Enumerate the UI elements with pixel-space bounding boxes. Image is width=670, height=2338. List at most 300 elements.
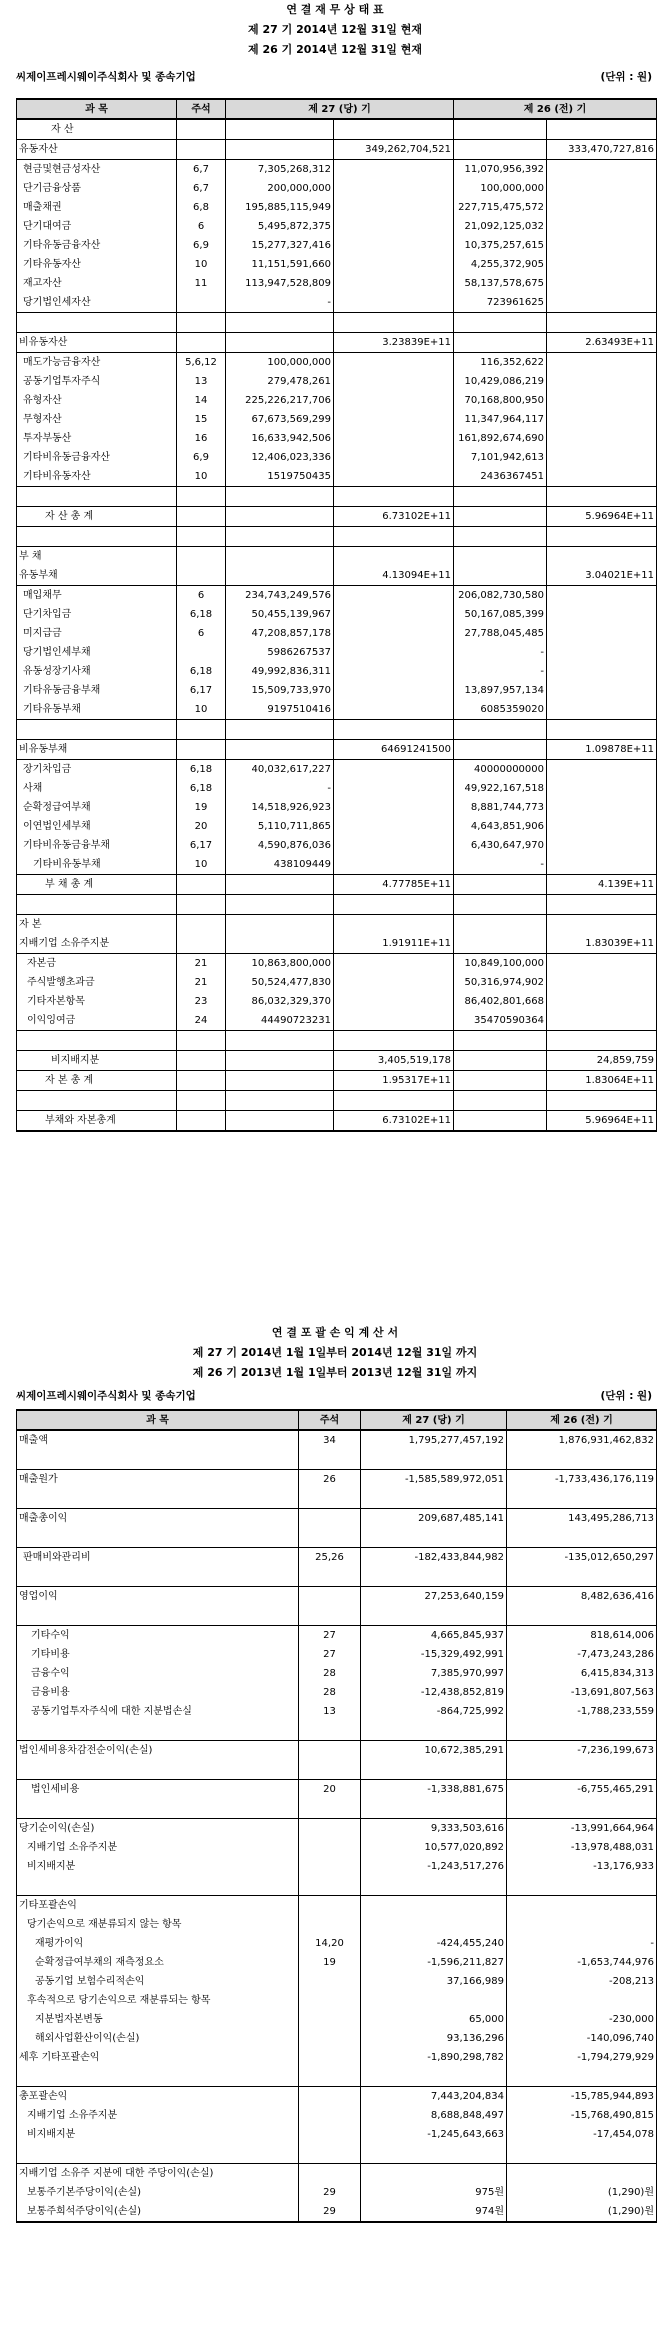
current-detail-amount xyxy=(226,507,334,527)
current-amount xyxy=(361,1991,507,2010)
note-ref: 10 xyxy=(177,467,226,487)
prior-total-amount xyxy=(547,179,657,198)
prior-detail-amount: 35470590364 xyxy=(454,1011,547,1031)
table-row xyxy=(17,1702,657,1721)
note-ref xyxy=(299,1799,361,1819)
current-detail-amount xyxy=(226,547,334,567)
table-row xyxy=(17,2202,657,2222)
note-ref: 13 xyxy=(299,1702,361,1721)
current-detail-amount: 438109449 xyxy=(226,855,334,875)
table-row xyxy=(17,1430,657,1450)
prior-detail-amount: 723961625 xyxy=(454,293,547,313)
current-detail-amount xyxy=(226,720,334,740)
current-detail-amount: 11,151,591,660 xyxy=(226,255,334,274)
current-amount: 93,136,296 xyxy=(361,2029,507,2048)
current-total-amount xyxy=(334,681,454,700)
note-ref xyxy=(299,1991,361,2010)
current-total-amount xyxy=(334,217,454,236)
table-row xyxy=(17,1876,657,1896)
account-name: 매입채무 xyxy=(17,586,177,606)
table-row xyxy=(17,1587,657,1607)
table-row xyxy=(17,1091,657,1111)
prior-detail-amount: 27,788,045,485 xyxy=(454,624,547,643)
prior-detail-amount: 161,892,674,690 xyxy=(454,429,547,448)
current-amount: -12,438,852,819 xyxy=(361,1683,507,1702)
current-amount: -1,585,589,972,051 xyxy=(361,1470,507,1490)
note-ref: 23 xyxy=(177,992,226,1011)
prior-amount: -1,794,279,929 xyxy=(507,2048,657,2067)
note-ref xyxy=(177,313,226,333)
account-name: 이연법인세부채 xyxy=(17,817,177,836)
current-detail-amount xyxy=(226,740,334,760)
note-ref xyxy=(177,487,226,507)
table-row xyxy=(17,333,657,353)
table-row xyxy=(17,1606,657,1626)
prior-amount: -208,213 xyxy=(507,1972,657,1991)
note-ref xyxy=(177,333,226,353)
table-row xyxy=(17,448,657,467)
current-amount: -1,245,643,663 xyxy=(361,2125,507,2144)
current-total-amount xyxy=(334,448,454,467)
current-detail-amount xyxy=(226,140,334,160)
note-ref: 5,6,12 xyxy=(177,353,226,373)
note-ref xyxy=(299,2125,361,2144)
current-total-amount xyxy=(334,179,454,198)
note-ref: 13 xyxy=(177,372,226,391)
prior-total-amount xyxy=(547,720,657,740)
note-ref: 21 xyxy=(177,973,226,992)
current-amount: 27,253,640,159 xyxy=(361,1587,507,1607)
prior-total-amount xyxy=(547,467,657,487)
prior-total-amount xyxy=(547,798,657,817)
account-name: 순확정급여부채의 재측정요소 xyxy=(17,1953,299,1972)
prior-detail-amount: 116,352,622 xyxy=(454,353,547,373)
header-prior-period: 제 26 (전) 기 xyxy=(507,1410,657,1430)
account-name: 당기손익으로 재분류되지 않는 항목 xyxy=(17,1915,299,1934)
table-row xyxy=(17,217,657,236)
note-ref: 28 xyxy=(299,1664,361,1683)
current-total-amount: 6.73102E+11 xyxy=(334,507,454,527)
prior-amount: -17,454,078 xyxy=(507,2125,657,2144)
current-detail-amount: - xyxy=(226,779,334,798)
current-detail-amount: - xyxy=(226,293,334,313)
table-row xyxy=(17,467,657,487)
table-row xyxy=(17,2144,657,2164)
current-total-amount xyxy=(334,527,454,547)
current-amount xyxy=(361,1489,507,1509)
prior-total-amount: 1.83039E+11 xyxy=(547,934,657,954)
table-row xyxy=(17,2029,657,2048)
prior-detail-amount: 40000000000 xyxy=(454,760,547,780)
current-total-amount xyxy=(334,410,454,429)
prior-detail-amount xyxy=(454,1111,547,1132)
prior-detail-amount xyxy=(454,1091,547,1111)
note-ref: 6,18 xyxy=(177,779,226,798)
table-row xyxy=(17,1741,657,1761)
account-name: 이익잉여금 xyxy=(17,1011,177,1031)
prior-detail-amount xyxy=(454,740,547,760)
account-name xyxy=(17,1876,299,1896)
account-name: 자 본 총 계 xyxy=(17,1071,177,1091)
current-detail-amount xyxy=(226,915,334,935)
note-ref xyxy=(299,2067,361,2087)
table-row xyxy=(17,391,657,410)
prior-total-amount xyxy=(547,855,657,875)
current-detail-amount: 5986267537 xyxy=(226,643,334,662)
note-ref xyxy=(299,1489,361,1509)
table-header-row xyxy=(17,1410,657,1430)
current-amount xyxy=(361,1896,507,1916)
table-row xyxy=(17,798,657,817)
account-name: 매출원가 xyxy=(17,1470,299,1490)
is-company-name: 씨제이프레시웨이주식회사 및 종속기업 xyxy=(16,1390,196,1402)
prior-detail-amount xyxy=(454,934,547,954)
current-total-amount xyxy=(334,992,454,1011)
table-row xyxy=(17,353,657,373)
table-row xyxy=(17,527,657,547)
bs-period-prior: 제 26 기 2014년 12월 31일 현재 xyxy=(248,43,422,56)
note-ref xyxy=(299,1587,361,1607)
current-amount: -1,596,211,827 xyxy=(361,1953,507,1972)
balance-sheet-table xyxy=(16,98,657,1132)
account-name: 유동성장기사채 xyxy=(17,662,177,681)
prior-detail-amount: - xyxy=(454,855,547,875)
note-ref: 10 xyxy=(177,255,226,274)
current-amount: -15,329,492,991 xyxy=(361,1645,507,1664)
current-total-amount xyxy=(334,119,454,140)
current-total-amount: 3,405,519,178 xyxy=(334,1051,454,1071)
note-ref xyxy=(177,643,226,662)
current-amount xyxy=(361,2144,507,2164)
current-detail-amount xyxy=(226,119,334,140)
account-name: 당기순이익(손실) xyxy=(17,1819,299,1839)
prior-detail-amount xyxy=(454,487,547,507)
note-ref: 6,8 xyxy=(177,198,226,217)
prior-amount: -6,755,465,291 xyxy=(507,1780,657,1800)
table-row xyxy=(17,429,657,448)
note-ref xyxy=(177,1091,226,1111)
note-ref xyxy=(299,1450,361,1470)
prior-amount: 1,876,931,462,832 xyxy=(507,1430,657,1450)
prior-amount xyxy=(507,1876,657,1896)
current-total-amount: 6.73102E+11 xyxy=(334,1111,454,1132)
account-name: 기타비유동부채 xyxy=(17,855,177,875)
current-total-amount xyxy=(334,547,454,567)
account-name: 단기대여금 xyxy=(17,217,177,236)
prior-detail-amount: 100,000,000 xyxy=(454,179,547,198)
account-name xyxy=(17,487,177,507)
account-name: 자 산 총 계 xyxy=(17,507,177,527)
account-name xyxy=(17,1450,299,1470)
prior-detail-amount xyxy=(454,547,547,567)
prior-detail-amount xyxy=(454,1051,547,1071)
account-name: 기타자본항목 xyxy=(17,992,177,1011)
account-name: 기타유동금융자산 xyxy=(17,236,177,255)
account-name: 금융비용 xyxy=(17,1683,299,1702)
account-name: 자본금 xyxy=(17,954,177,974)
prior-amount: -13,691,807,563 xyxy=(507,1683,657,1702)
table-row xyxy=(17,1470,657,1490)
prior-detail-amount xyxy=(454,720,547,740)
account-name: 지배기업 소유주지분 xyxy=(17,2106,299,2125)
current-detail-amount xyxy=(226,1071,334,1091)
current-detail-amount xyxy=(226,1091,334,1111)
prior-total-amount xyxy=(547,954,657,974)
account-name: 공동기업투자주식에 대한 지분법손실 xyxy=(17,1702,299,1721)
prior-total-amount: 5.96964E+11 xyxy=(547,1111,657,1132)
account-name: 재고자산 xyxy=(17,274,177,293)
prior-amount: (1,290)원 xyxy=(507,2183,657,2202)
current-total-amount xyxy=(334,895,454,915)
prior-total-amount xyxy=(547,662,657,681)
prior-detail-amount: 58,137,578,675 xyxy=(454,274,547,293)
account-name: 매출총이익 xyxy=(17,1509,299,1529)
table-row xyxy=(17,1548,657,1568)
account-name: 기타비유동금융자산 xyxy=(17,448,177,467)
current-amount: -424,455,240 xyxy=(361,1934,507,1953)
account-name: 사채 xyxy=(17,779,177,798)
account-name: 자 산 xyxy=(17,119,177,140)
note-ref: 19 xyxy=(177,798,226,817)
current-total-amount xyxy=(334,487,454,507)
prior-total-amount xyxy=(547,527,657,547)
note-ref: 6,7 xyxy=(177,179,226,198)
current-amount xyxy=(361,1528,507,1548)
table-row xyxy=(17,160,657,180)
current-detail-amount: 279,478,261 xyxy=(226,372,334,391)
note-ref: 24 xyxy=(177,1011,226,1031)
prior-detail-amount: 206,082,730,580 xyxy=(454,586,547,606)
table-row xyxy=(17,372,657,391)
prior-total-amount xyxy=(547,217,657,236)
prior-amount: (1,290)원 xyxy=(507,2202,657,2222)
table-header-row xyxy=(17,99,657,119)
prior-total-amount xyxy=(547,643,657,662)
prior-total-amount: 5.96964E+11 xyxy=(547,507,657,527)
table-row xyxy=(17,255,657,274)
table-row xyxy=(17,1915,657,1934)
prior-amount: -7,236,199,673 xyxy=(507,1741,657,1761)
note-ref xyxy=(299,1819,361,1839)
prior-amount: -230,000 xyxy=(507,2010,657,2029)
table-row xyxy=(17,624,657,643)
account-name: 무형자산 xyxy=(17,410,177,429)
prior-detail-amount: 4,643,851,906 xyxy=(454,817,547,836)
prior-total-amount xyxy=(547,681,657,700)
current-amount xyxy=(361,1915,507,1934)
account-name: 지배기업 소유주 지분에 대한 주당이익(손실) xyxy=(17,2164,299,2184)
account-name xyxy=(17,313,177,333)
account-name: 법인세비용 xyxy=(17,1780,299,1800)
note-ref: 21 xyxy=(177,954,226,974)
table-row xyxy=(17,973,657,992)
prior-total-amount xyxy=(547,487,657,507)
current-detail-amount xyxy=(226,875,334,895)
note-ref: 6 xyxy=(177,586,226,606)
current-detail-amount xyxy=(226,487,334,507)
prior-total-amount xyxy=(547,700,657,720)
current-detail-amount: 86,032,329,370 xyxy=(226,992,334,1011)
prior-total-amount xyxy=(547,817,657,836)
current-detail-amount: 5,495,872,375 xyxy=(226,217,334,236)
current-total-amount: 1.91911E+11 xyxy=(334,934,454,954)
current-total-amount xyxy=(334,700,454,720)
table-row xyxy=(17,2164,657,2184)
table-row xyxy=(17,313,657,333)
current-total-amount: 3.23839E+11 xyxy=(334,333,454,353)
table-row xyxy=(17,934,657,954)
prior-amount xyxy=(507,1760,657,1780)
account-name: 당기법인세자산 xyxy=(17,293,177,313)
table-row xyxy=(17,1838,657,1857)
account-name: 판매비와관리비 xyxy=(17,1548,299,1568)
prior-detail-amount: 10,375,257,615 xyxy=(454,236,547,255)
prior-detail-amount: 10,429,086,219 xyxy=(454,372,547,391)
prior-total-amount xyxy=(547,410,657,429)
note-ref xyxy=(299,1741,361,1761)
prior-detail-amount xyxy=(454,507,547,527)
prior-detail-amount: 11,070,956,392 xyxy=(454,160,547,180)
account-name: 기타유동부채 xyxy=(17,700,177,720)
current-detail-amount xyxy=(226,527,334,547)
note-ref: 29 xyxy=(299,2202,361,2222)
current-total-amount xyxy=(334,313,454,333)
table-row xyxy=(17,2010,657,2029)
table-row xyxy=(17,1645,657,1664)
note-ref xyxy=(177,1051,226,1071)
table-row xyxy=(17,779,657,798)
prior-amount: -1,733,436,176,119 xyxy=(507,1470,657,1490)
note-ref xyxy=(299,2010,361,2029)
prior-detail-amount: 21,092,125,032 xyxy=(454,217,547,236)
account-name: 기타비용 xyxy=(17,1645,299,1664)
current-total-amount xyxy=(334,624,454,643)
prior-total-amount xyxy=(547,119,657,140)
note-ref: 6,17 xyxy=(177,681,226,700)
account-name: 장기차입금 xyxy=(17,760,177,780)
current-total-amount xyxy=(334,198,454,217)
table-row xyxy=(17,915,657,935)
note-ref xyxy=(177,293,226,313)
prior-detail-amount xyxy=(454,566,547,586)
prior-detail-amount: 6,430,647,970 xyxy=(454,836,547,855)
current-detail-amount: 49,992,836,311 xyxy=(226,662,334,681)
prior-detail-amount: 2436367451 xyxy=(454,467,547,487)
table-row xyxy=(17,1857,657,1876)
prior-total-amount xyxy=(547,1031,657,1051)
note-ref xyxy=(299,2087,361,2107)
current-detail-amount: 234,743,249,576 xyxy=(226,586,334,606)
account-name: 지배기업 소유주지분 xyxy=(17,934,177,954)
prior-total-amount xyxy=(547,313,657,333)
prior-total-amount: 24,859,759 xyxy=(547,1051,657,1071)
header-account: 과 목 xyxy=(17,99,177,119)
current-detail-amount: 15,277,327,416 xyxy=(226,236,334,255)
prior-total-amount xyxy=(547,1091,657,1111)
note-ref: 6,18 xyxy=(177,662,226,681)
current-detail-amount: 1519750435 xyxy=(226,467,334,487)
table-row xyxy=(17,487,657,507)
prior-amount: -13,978,488,031 xyxy=(507,1838,657,1857)
current-detail-amount: 5,110,711,865 xyxy=(226,817,334,836)
current-amount: 974원 xyxy=(361,2202,507,2222)
note-ref xyxy=(299,2164,361,2184)
prior-detail-amount: 50,167,085,399 xyxy=(454,605,547,624)
note-ref xyxy=(299,2144,361,2164)
current-amount: 65,000 xyxy=(361,2010,507,2029)
note-ref: 6,9 xyxy=(177,448,226,467)
prior-total-amount: 3.04021E+11 xyxy=(547,566,657,586)
prior-detail-amount xyxy=(454,527,547,547)
table-row xyxy=(17,1011,657,1031)
table-row xyxy=(17,720,657,740)
prior-detail-amount: 50,316,974,902 xyxy=(454,973,547,992)
is-period-current: 제 27 기 2014년 1월 1일부터 2014년 12월 31일 까지 xyxy=(192,1346,478,1359)
prior-total-amount: 2.63493E+11 xyxy=(547,333,657,353)
prior-amount xyxy=(507,2144,657,2164)
header-account: 과 목 xyxy=(17,1410,299,1430)
prior-total-amount xyxy=(547,198,657,217)
current-total-amount: 64691241500 xyxy=(334,740,454,760)
prior-amount: 6,415,834,313 xyxy=(507,1664,657,1683)
table-row xyxy=(17,1934,657,1953)
note-ref: 20 xyxy=(299,1780,361,1800)
prior-detail-amount: 11,347,964,117 xyxy=(454,410,547,429)
current-total-amount: 4.77785E+11 xyxy=(334,875,454,895)
prior-total-amount xyxy=(547,391,657,410)
current-detail-amount: 10,863,800,000 xyxy=(226,954,334,974)
current-amount xyxy=(361,1799,507,1819)
note-ref xyxy=(177,1031,226,1051)
note-ref xyxy=(299,1567,361,1587)
account-name: 매도가능금융자산 xyxy=(17,353,177,373)
note-ref xyxy=(177,875,226,895)
note-ref xyxy=(177,740,226,760)
account-name: 매출채권 xyxy=(17,198,177,217)
prior-total-amount: 1.83064E+11 xyxy=(547,1071,657,1091)
current-detail-amount: 15,509,733,970 xyxy=(226,681,334,700)
current-detail-amount: 67,673,569,299 xyxy=(226,410,334,429)
current-detail-amount: 12,406,023,336 xyxy=(226,448,334,467)
current-detail-amount xyxy=(226,895,334,915)
table-row xyxy=(17,1111,657,1132)
table-row xyxy=(17,2087,657,2107)
table-row xyxy=(17,1071,657,1091)
note-ref xyxy=(177,119,226,140)
note-ref: 6,7 xyxy=(177,160,226,180)
account-name xyxy=(17,1091,177,1111)
prior-amount: 143,495,286,713 xyxy=(507,1509,657,1529)
prior-amount xyxy=(507,1450,657,1470)
table-row xyxy=(17,1721,657,1741)
note-ref xyxy=(177,140,226,160)
account-name: 유동자산 xyxy=(17,140,177,160)
prior-detail-amount xyxy=(454,895,547,915)
account-name: 공동기업 보험수리적손익 xyxy=(17,1972,299,1991)
table-row xyxy=(17,1683,657,1702)
table-row xyxy=(17,1509,657,1529)
prior-total-amount xyxy=(547,992,657,1011)
table-row xyxy=(17,586,657,606)
note-ref xyxy=(299,1857,361,1876)
note-ref: 16 xyxy=(177,429,226,448)
table-row xyxy=(17,836,657,855)
note-ref: 10 xyxy=(177,700,226,720)
table-row xyxy=(17,1528,657,1548)
prior-total-amount xyxy=(547,836,657,855)
account-name: 주식발행초과금 xyxy=(17,973,177,992)
current-amount xyxy=(361,2067,507,2087)
